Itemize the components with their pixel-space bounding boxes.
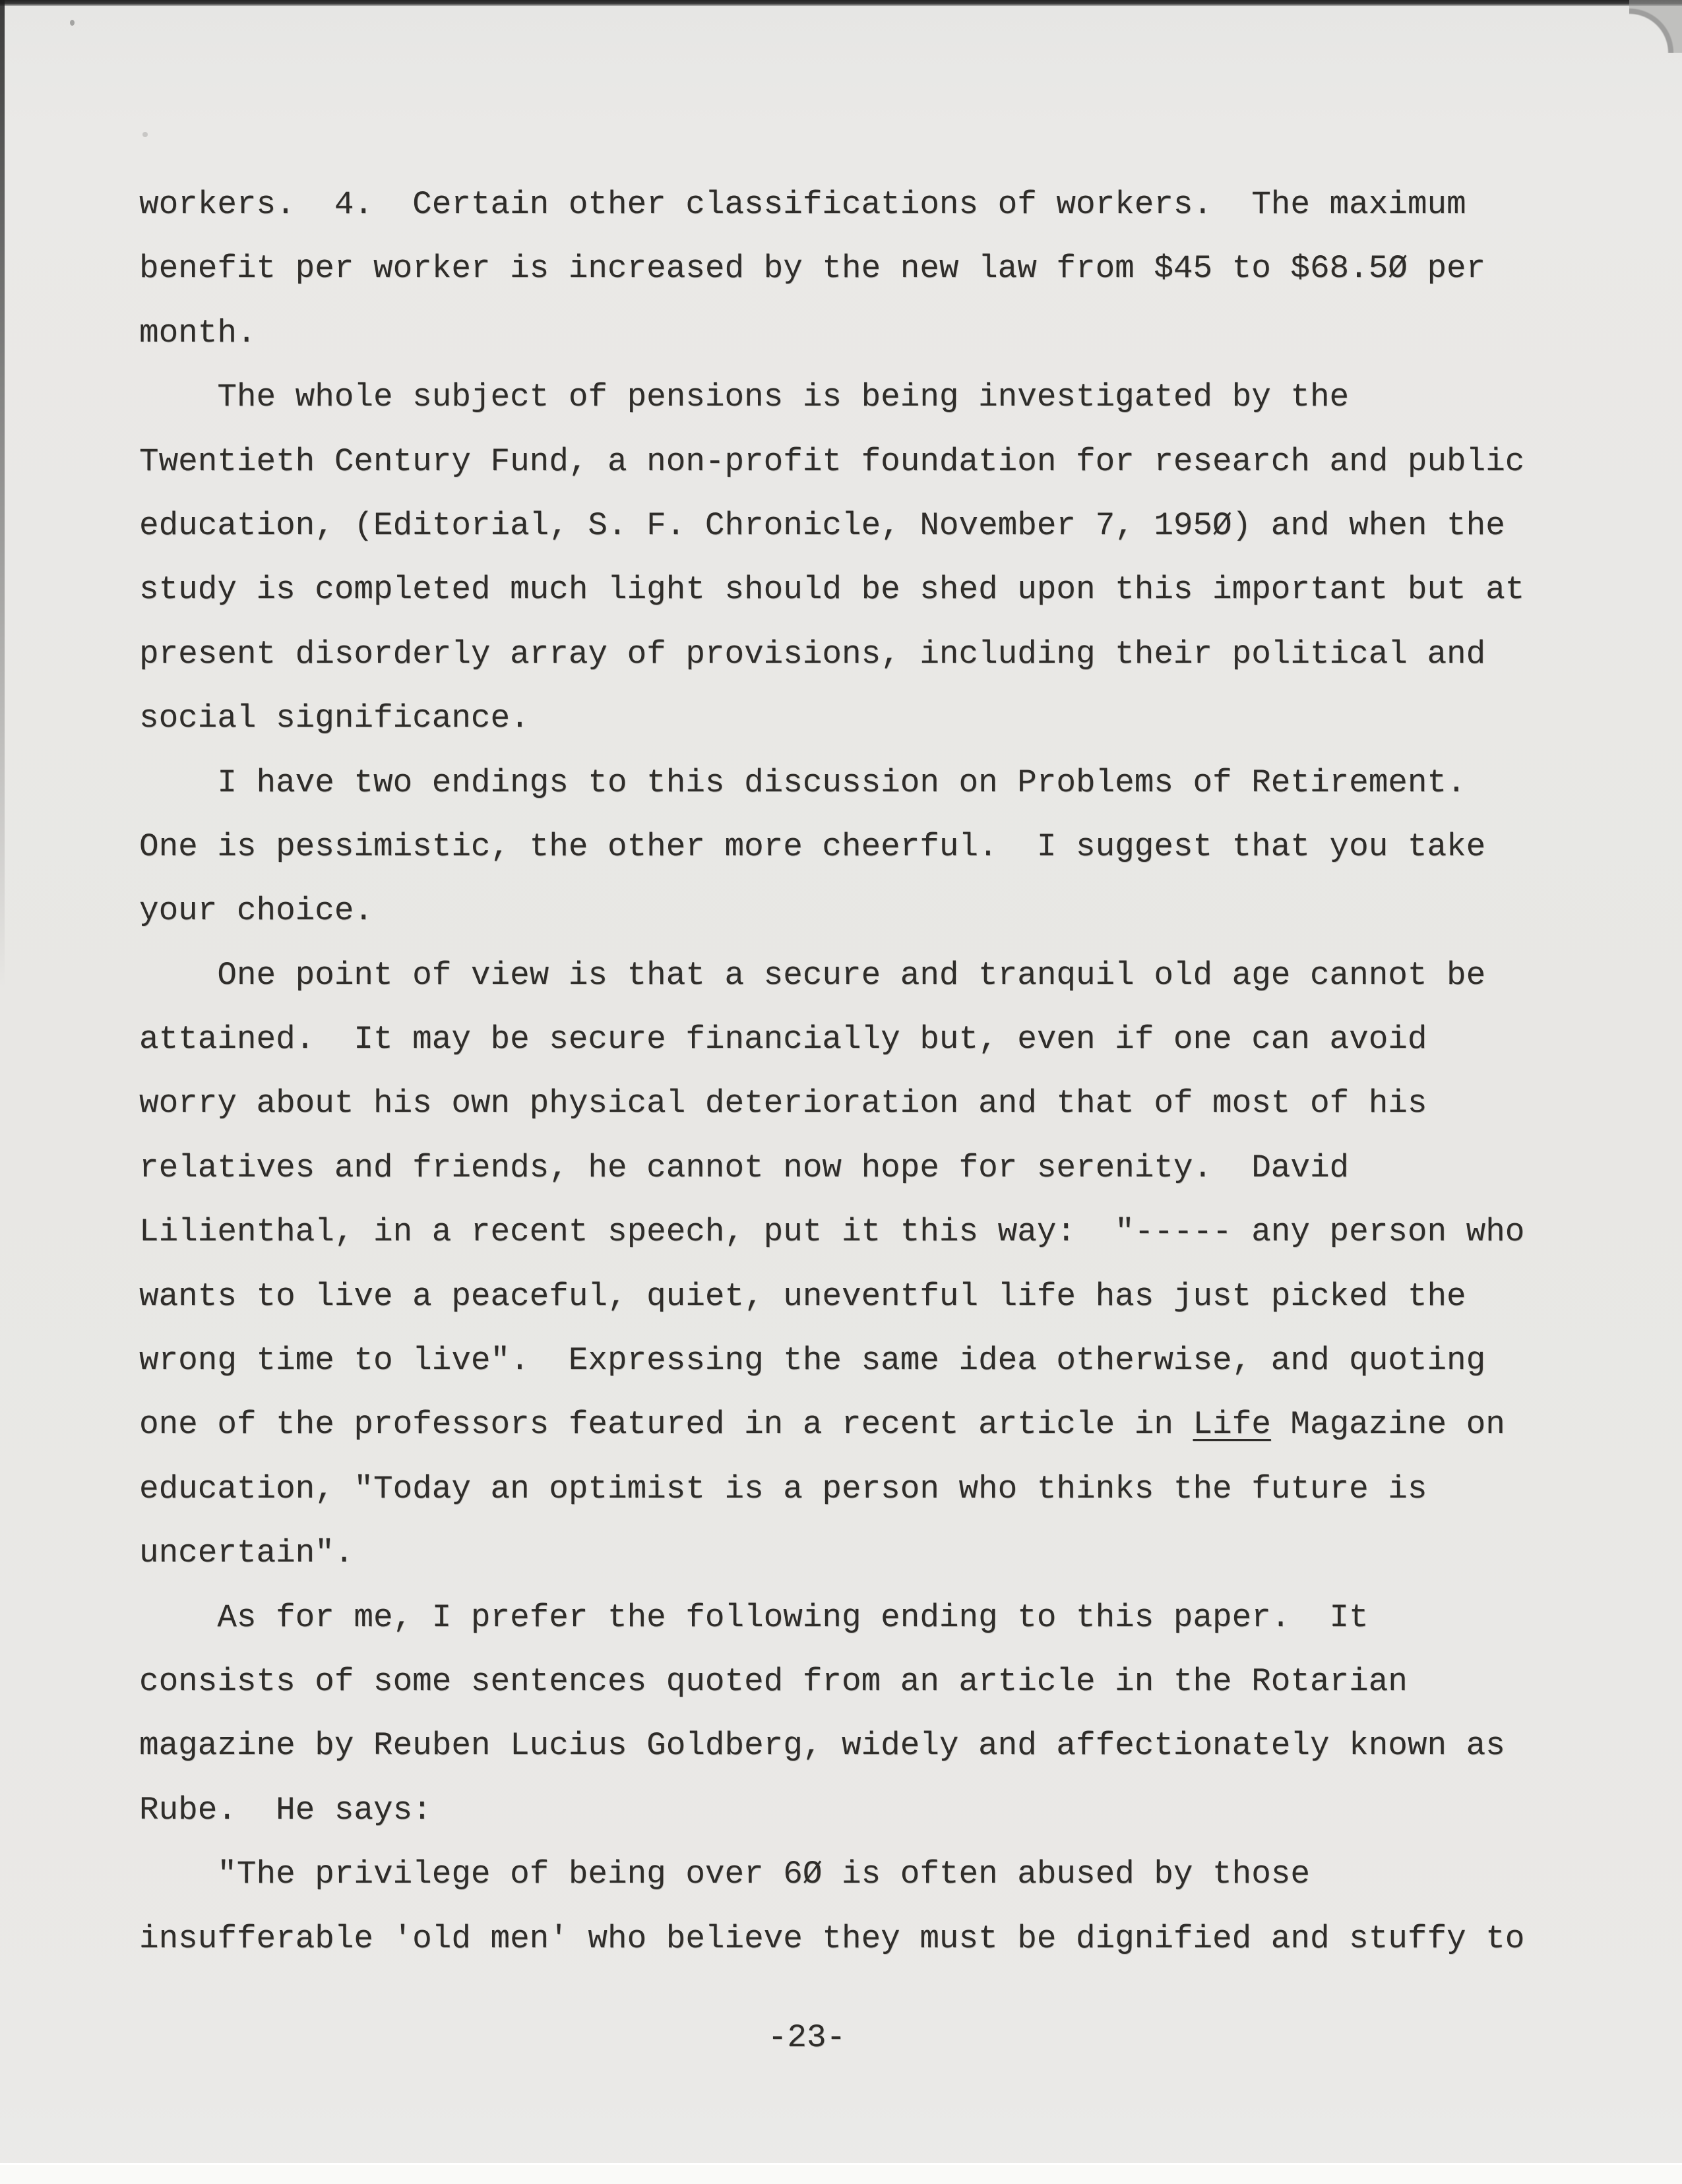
text-line [139,1714,1557,1778]
text-segment: one of the professors featured in a recent article in [139,1406,1193,1443]
text-segment: your choice. [139,892,373,930]
text-segment: wants to live a peaceful, quiet, uneventful life has just picked the [139,1277,1466,1315]
paper-rounded-corner [1629,0,1682,53]
text-segment: present disorderly array of provisions, including their political and [139,635,1486,673]
paper-speck [142,132,148,137]
text-segment: As for me, I prefer the following ending to this paper. It [139,1598,1369,1636]
text-line [139,1200,1557,1264]
text-segment: The whole subject of pensions is being investigated by the [139,379,1350,416]
text-line [139,558,1557,622]
text-segment: study is completed much light should be shed upon this important but at [139,571,1525,609]
text-line [139,1393,1557,1457]
text-segment: One point of view is that a secure and tranquil old age cannot be [139,956,1486,994]
text-segment: Lilienthal, in a recent speech, put it this way: "----- any person who [139,1213,1525,1251]
underlined-word: Life [1193,1406,1271,1443]
text-line [139,1136,1557,1200]
text-segment: wrong time to live". Expressing the same idea otherwise, and quoting [139,1342,1486,1380]
text-segment: consists of some sentences quoted from an article in the Rotarian [139,1662,1408,1700]
text-line [139,1072,1557,1136]
text-segment: insufferable 'old men' who believe they must be dignified and stuffy to [139,1920,1525,1957]
page-number: -23- [767,2019,846,2056]
text-line [139,751,1557,815]
text-segment: month. [139,314,257,351]
text-line [139,1778,1557,1842]
text-line [139,1907,1557,1971]
text-line [139,173,1557,237]
text-segment: Rube. He says: [139,1791,432,1829]
text-line [139,879,1557,943]
scan-left-edge [0,0,5,989]
typewritten-text [139,173,1557,1971]
text-line [139,944,1557,1008]
text-segment: uncertain". [139,1534,354,1572]
text-line [139,1457,1557,1521]
text-segment: worry about his own physical deterioration and that of most of his [139,1085,1427,1122]
text-line [139,686,1557,750]
text-line [139,815,1557,879]
text-line [139,622,1557,686]
text-segment: magazine by Reuben Lucius Goldberg, widely and affectionately known as [139,1727,1505,1765]
text-line [139,301,1557,365]
scan-top-edge [0,0,1682,6]
text-segment: I have two endings to this discussion on Problems of Retirement. [139,764,1466,801]
text-line [139,1329,1557,1393]
text-segment: One is pessimistic, the other more cheerful. I suggest that you take [139,828,1486,865]
text-line [139,1586,1557,1650]
paper-speck [70,20,75,26]
text-line [139,1521,1557,1585]
text-segment: workers. 4. Certain other classifications of workers. The maximum [139,186,1466,223]
text-segment: attained. It may be secure financially but, even if one can avoid [139,1021,1427,1058]
text-segment: relatives and friends, he cannot now hope for serenity. David [139,1149,1350,1186]
text-segment: social significance. [139,700,530,737]
text-line [139,237,1557,301]
text-segment: education, (Editorial, S. F. Chronicle, November 7, 195Ø) and when the [139,506,1505,544]
text-segment: "The privilege of being over 6Ø is often abused by those [139,1856,1310,1893]
text-line [139,1842,1557,1906]
text-line [139,1650,1557,1714]
text-segment: Magazine on [1270,1406,1505,1443]
text-line [139,1008,1557,1072]
text-line [139,494,1557,558]
text-segment: benefit per worker is increased by the new law from $45 to $68.5Ø per [139,250,1486,288]
text-line [139,430,1557,494]
text-line [139,1265,1557,1329]
text-segment: Twentieth Century Fund, a non-profit foundation for research and public [139,442,1525,480]
text-segment: education, "Today an optimist is a person who thinks the future is [139,1470,1427,1507]
text-line [139,365,1557,429]
scan-bottom-strip [0,2163,1682,2184]
